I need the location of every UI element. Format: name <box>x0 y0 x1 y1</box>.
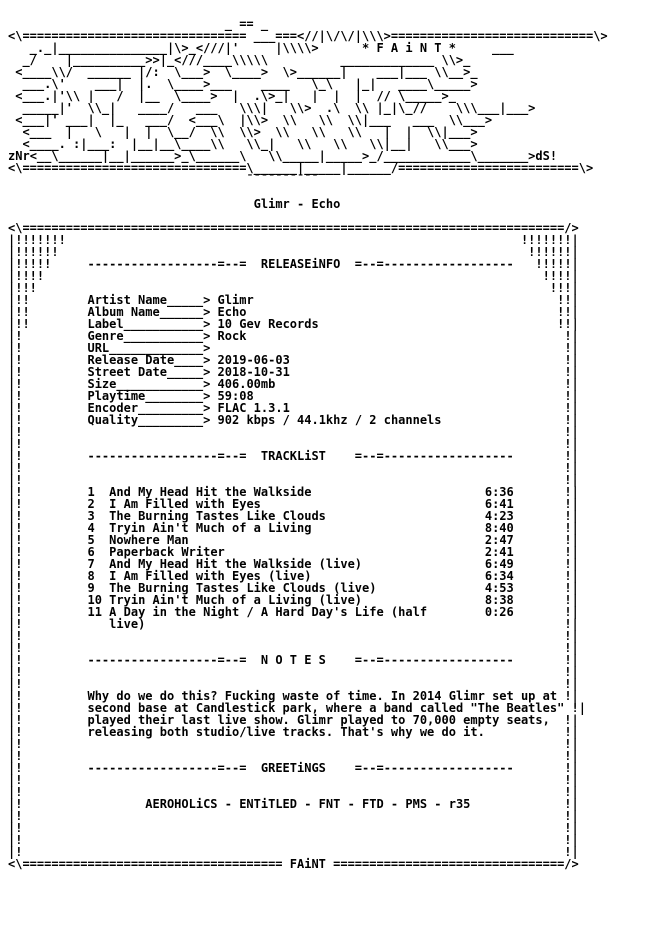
releaseinfo-heading: RELEASEiNFO <box>260 257 341 271</box>
track-time: 6:34 <box>484 569 514 583</box>
track-title: And My Head Hit the Walkside <box>109 485 312 499</box>
field-label: Artist Name_____> <box>87 293 211 307</box>
track-title: Tryin Ain't Much of a Living (live) <box>109 593 363 607</box>
track-number: 5 <box>87 533 95 547</box>
track-title: A Day in the Night / A Hard Day's Life (half <box>109 605 428 619</box>
track-number: 9 <box>87 581 95 595</box>
track-number: 11 <box>87 605 102 619</box>
field-value: Glimr <box>217 293 254 307</box>
field-value: FLAC 1.3.1 <box>217 401 290 415</box>
track-time: 8:40 <box>484 521 514 535</box>
track-title: Tryin Ain't Much of a Living <box>109 521 312 535</box>
signature-left: zNr <box>8 149 30 163</box>
track-title: And My Head Hit the Walkside (live) <box>109 557 363 571</box>
nfo-document: _ == _ <\=============================== ___===<//|\/\/|\\\>============================\> _._|_______________|\>_<///|' |\\\\> * F A i N T * ___ _/ |__________>>|_<///____\\\\\ _____________ \\>_ <____\\/ ______ |/: \___> \____> \>______| ___|___ \\__>_ ___.\' ___| |. \____>___ ____ \_\ |_| ____\_____> <___.|'\\ | / |__ \____> | .\>_| | | | // \_____>_ _____|' \\_| ____/ ___ \\\| \\> .\ \\ |_|\_// \\\___|___> <___|' ___| |_ ___/ <___\ |\\> \\ \\ \\|___ ___ \\___> <___ | \ | | \__/ \\ \\> \\ \\ \\ | | \\|___> <____. :|___: |__|__\____\\ \\_| \\ \\ \\|__| \\___> zNr<__\______|__|______>_\______\ \\_____|_____>_/____________\_______>dS! <\===============================\______|_____|______/=========================\> ¯¯¯¯¯¯¯¯¯¯ Glimr - Echo <\===========================================================================/> |!!!!!!! !!!!!!!| |!!!!!! !!!!!!| |!!!!! ------------------=--= RELEASEiNFO =--=------------------ !!!!!| |!!!! !!!!| |!!! !!!| |!! Artist Name_____> Glimr !!| |!! Album Name______> Echo !!| |!! Label___________> 10 Gev Records !!| |! Genre___________> Rock !| |! URL_____________> !| |! Release Date____> 2019-06-03 !| |! Street Date_____> 2018-10-31 !| |! Size____________> 406.00mb !| |! Playtime________> 59:08 !| |! Encoder_________> FLAC 1.3.1 !| |! Quality_________> 902 kbps / 44.1khz / 2 channels !| |! !| |! !| |! ------------------=--= TRACKLiST =--=------------------ !| |! !| |! !| |! 1 And My Head Hit the Walkside 6:36 !| |! 2 I Am Filled with Eyes 6:41 !| |! 3 The Burning Tastes Like Clouds 4:23 !| |! 4 Tryin Ain't Much of a Living 8:40 !| |! 5 Nowhere Man 2:47 !| |! 6 Paperback Writer 2:41 !| |! 7 And My Head Hit the Walkside (live) 6:49 !| |! 8 I Am Filled with Eyes (live) 6:34 !| |! 9 The Burning Tastes Like Clouds (live) 4:53 !| |! 10 Tryin Ain't Much of a Living (live) 8:38 !| |! 11 A Day in the Night / A Hard Day's Life (half 0:26 !| |! live) !| |! !| |! !| |! ------------------=--= N O T E S =--=------------------ !| |! !| |! !| |! Why do we do this? Fucking waste of time. In 2014 Glimr set up at !| |! second base at Candlestick park, where a band called "The Beatles" !| |! played their last live show. Glimr played to 70,000 empty seats, !| |! releasing both studio/live tracks. That's why we do it. !| |! !| |! !| |! ------------------=--= GREETiNGS =--=------------------ !| |! !| |! !| |! AEROHOLiCS - ENTiTLED - FNT - FTD - PMS - r35 !| |! !| |! !| |! !| |! !| <\==================================== FAiNT ================================/> <box>8 17 608 871</box>
field-label: Label___________> <box>87 317 211 331</box>
field-label: Street Date_____> <box>87 365 211 379</box>
greetings-heading: GREETiNGS <box>260 761 326 775</box>
field-value: Rock <box>217 329 247 343</box>
track-title: The Burning Tastes Like Clouds (live) <box>109 581 377 595</box>
tracklist-heading: TRACKLiST <box>260 449 326 463</box>
track-time: 0:26 <box>484 605 514 619</box>
greetings-text: AEROHOLiCS - ENTiTLED - FNT - FTD - PMS - r35 <box>145 797 471 811</box>
track-number: 7 <box>87 557 95 571</box>
field-value: Echo <box>217 305 247 319</box>
track-number: 4 <box>87 521 95 535</box>
footer-group: FAiNT <box>289 857 326 871</box>
track-time: 6:36 <box>484 485 514 499</box>
track-number: 6 <box>87 545 95 559</box>
field-value: 406.00mb <box>217 377 276 391</box>
field-value: 902 kbps / 44.1khz / 2 channels <box>217 413 442 427</box>
notes-line: played their last live show. Glimr played to 70,000 empty seats, <box>87 713 550 727</box>
field-label: Playtime________> <box>87 389 211 403</box>
field-value: 59:08 <box>217 389 254 403</box>
track-time: 2:47 <box>484 533 514 547</box>
field-label: Quality_________> <box>87 413 211 427</box>
track-title: Nowhere Man <box>109 533 189 547</box>
logo-tagline: * F A i N T * <box>362 41 456 55</box>
track-time: 4:23 <box>484 509 514 523</box>
field-value: 10 Gev Records <box>217 317 319 331</box>
track-time: 2:41 <box>484 545 514 559</box>
track-title: I Am Filled with Eyes <box>109 497 261 511</box>
track-number: 1 <box>87 485 95 499</box>
track-number: 3 <box>87 509 95 523</box>
track-title: I Am Filled with Eyes (live) <box>109 569 312 583</box>
field-label: Encoder_________> <box>87 401 211 415</box>
notes-line: releasing both studio/live tracks. That's why we do it. <box>87 725 485 739</box>
notes-line: second base at Candlestick park, where a band called "The Beatles" <box>87 701 565 715</box>
track-number: 8 <box>87 569 95 583</box>
track-title: The Burning Tastes Like Clouds <box>109 509 326 523</box>
track-title: Paperback Writer <box>109 545 225 559</box>
track-time: 4:53 <box>484 581 514 595</box>
track-title-cont: live) <box>109 617 146 631</box>
field-value: 2019-06-03 <box>217 353 290 367</box>
track-time: 6:41 <box>484 497 514 511</box>
track-number: 10 <box>87 593 102 607</box>
notes-heading: N O T E S <box>260 653 326 667</box>
field-label: Release Date____> <box>87 353 211 367</box>
field-label: Album Name______> <box>87 305 211 319</box>
track-number: 2 <box>87 497 95 511</box>
track-time: 8:38 <box>484 593 514 607</box>
release-title: Glimr - Echo <box>253 197 341 211</box>
field-value: 2018-10-31 <box>217 365 290 379</box>
field-label: Size____________> <box>87 377 211 391</box>
track-time: 6:49 <box>484 557 514 571</box>
field-label: URL_____________> <box>87 341 211 355</box>
field-label: Genre___________> <box>87 329 211 343</box>
signature-right: dS! <box>535 149 558 163</box>
notes-line: Why do we do this? Fucking waste of time. In 2014 Glimr set up at <box>87 689 558 703</box>
